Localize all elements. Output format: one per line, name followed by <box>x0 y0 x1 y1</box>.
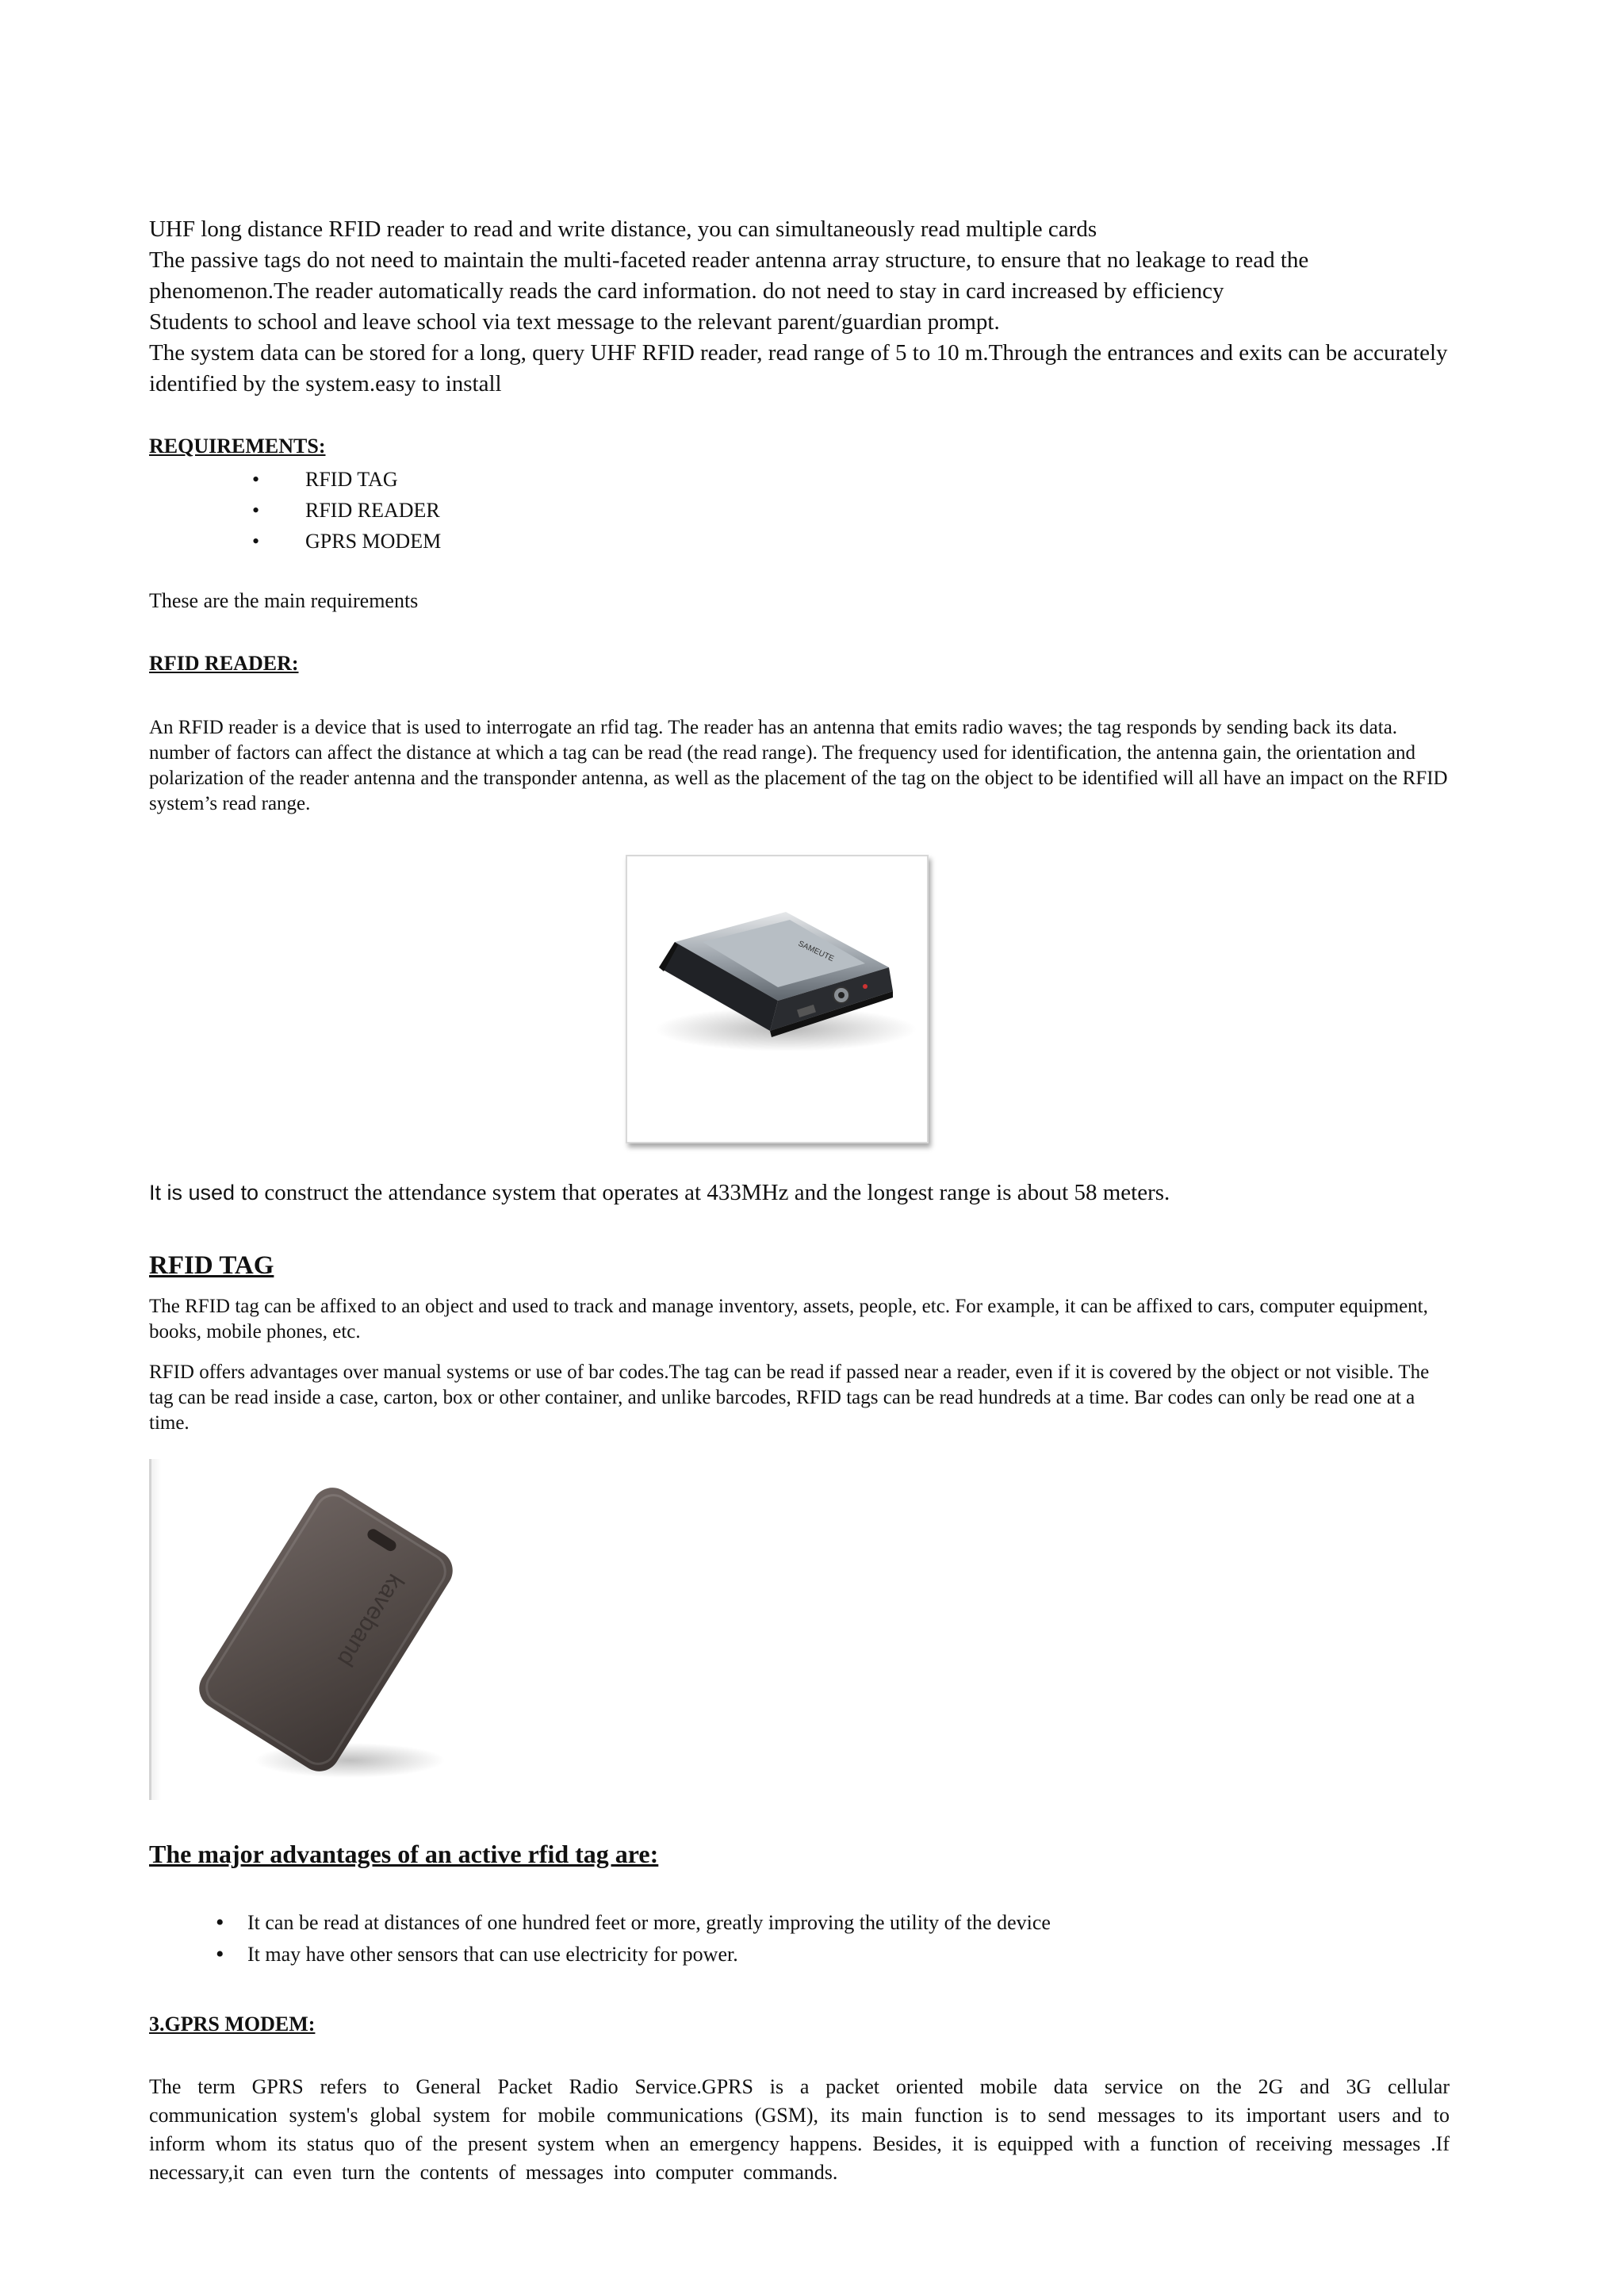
reader-logo-text: SAMEUTE <box>796 939 836 964</box>
rfid-reader-device-icon <box>627 856 927 1142</box>
rfid-tag-para-1: The RFID tag can be affixed to an object and used to track and manage inventory, assets, people, etc. For example, it can be affixed to cars, computer equipment, books, mobile phones, etc. <box>149 1296 1428 1342</box>
rfid-reader-caption <box>149 1180 1170 1206</box>
rfid-tag-para-2: RFID offers advantages over manual systems or use of bar codes.The tag can be read if passed near a reader, even if it is covered by the object or not visible. The tag can be read inside a case, carton, box or other container, and unlike barcodes, RFID tags can be read hundreds at a time. Bar codes can only be read one at a time. <box>149 1361 1430 1434</box>
requirements-heading: REQUIREMENTS: <box>149 435 326 458</box>
rfid-tag-heading: RFID TAG <box>149 1251 274 1280</box>
rfid-tag-card-icon <box>151 1459 518 1800</box>
intro-line-3: Students to school and leave school via text message to the relevant parent/guardian prompt. <box>149 309 1000 335</box>
intro-line-4: The system data can be stored for a long, query UHF RFID reader, read range of 5 to 10 m.Through the entrances and exits can be accurately identified by the system.easy to install <box>149 340 1448 396</box>
caption-prefix: It is used to <box>149 1181 259 1204</box>
rfid-reader-image <box>626 855 929 1143</box>
advantages-list <box>174 1907 1051 1970</box>
intro-section <box>149 214 1450 400</box>
gprs-body: The term GPRS refers to General Packet Radio Service.GPRS is a packet oriented mobile data service on the 2G and 3G cellular communication system's global system for mobile communications (GSM), its main function is to send messages to its important users and to inform whom its status quo of the present system when an emergency happens. Besides, it is equipped with a function of receiving messages .If necessary,it can even turn the contents of messages into computer commands. <box>149 2075 1450 2184</box>
intro-line-2: The passive tags do not need to maintain the multi-faceted reader antenna array structure, to ensure that no leakage to read the phenomenon.The reader automatically reads the card information. do not need to stay in card increased by efficiency <box>149 247 1309 304</box>
rfid-reader-heading: RFID READER: <box>149 652 299 675</box>
rfid-tag-image <box>149 1459 518 1800</box>
list-item: • RFID READER <box>238 495 441 526</box>
list-item: • It may have other sensors that can use electricity for power. <box>174 1939 1051 1970</box>
gprs-heading: 3.GPRS MODEM: <box>149 2013 316 2035</box>
rfid-reader-body: An RFID reader is a device that is used to interrogate an rfid tag. The reader has an antenna that emits radio waves; the tag responds by sending back its data. number of factors can affect the distance at which a tag can be read (the read range). The frequency used for identification, the antenna gain, the orientation and polarization of the reader antenna and the transponder antenna, as well as the placement of the tag on the object to be identified will all have an impact on the RFID system’s read range. <box>149 717 1448 814</box>
requirements-note: These are the main requirements <box>149 589 419 612</box>
list-item: • It can be read at distances of one hundred feet or more, greatly improving the utility of the device <box>174 1907 1051 1939</box>
caption-text: construct the attendance system that operates at 433MHz and the longest range is about 58 meters. <box>259 1180 1170 1205</box>
list-item: • RFID TAG <box>238 464 441 495</box>
requirements-list <box>238 464 441 557</box>
list-item: • GPRS MODEM <box>238 526 441 557</box>
intro-line-1: UHF long distance RFID reader to read and write distance, you can simultaneously read multiple cards <box>149 216 1097 242</box>
advantages-heading: The major advantages of an active rfid tag are: <box>149 1840 659 1868</box>
tag-brand-text: kaveband <box>331 1569 409 1672</box>
